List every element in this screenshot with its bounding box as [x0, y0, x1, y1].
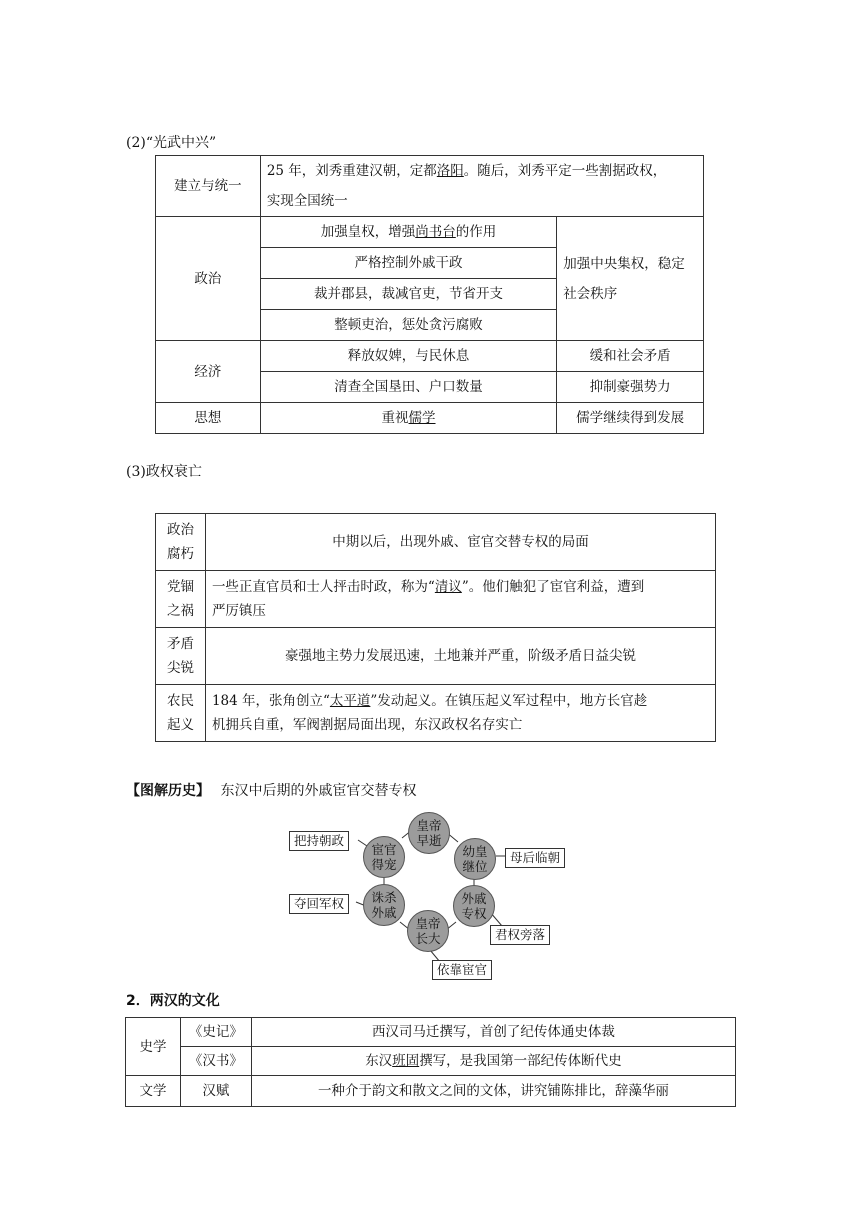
thought-measure: 重视儒学: [260, 403, 556, 434]
book-shiji: 《史记》: [180, 1018, 251, 1047]
label-empress-dowager: 母后临朝: [505, 848, 565, 868]
category-literature: 文学: [126, 1076, 181, 1107]
table-row: [126, 1076, 736, 1107]
table-row: [126, 1018, 736, 1047]
label-rely-eunuchs: 依靠宦官: [432, 960, 492, 980]
table-row: [156, 685, 716, 742]
row-label-thought: 思想: [156, 403, 261, 434]
table-row: [156, 571, 716, 628]
genre-desc: 一种介于韵文和散文之间的文体，讲究铺陈排比，辞藻华丽: [251, 1076, 735, 1107]
decline-table: [155, 513, 716, 742]
economy-result: 缓和社会矛盾: [557, 341, 704, 372]
politics-measure: 整顿吏治，惩处贪污腐败: [260, 310, 556, 341]
table-row: [156, 628, 716, 685]
node-emperor-grown: 皇帝 长大: [407, 910, 449, 952]
establish-text: 25 年，刘秀重建汉朝，定都洛阳。随后，刘秀平定一些割据政权， 实现全国统一: [260, 156, 703, 217]
book-hanshu: 《汉书》: [180, 1047, 251, 1076]
row-label: 农民 起义: [156, 685, 206, 742]
politics-measure: 裁并郡县，裁减官吏，节省开支: [260, 279, 556, 310]
category-history: 史学: [126, 1018, 181, 1076]
section-heading-guangwu: (2)“光武中兴”: [126, 135, 217, 151]
table-row: [156, 156, 704, 217]
node-emperor-early-death: 皇帝 早逝: [408, 812, 450, 854]
row-label: 党锢 之祸: [156, 571, 206, 628]
label-control-court: 把持朝政: [289, 831, 349, 851]
economy-measure: 释放奴婢，与民休息: [260, 341, 556, 372]
node-eunuch-favored: 宦官 得宠: [363, 836, 405, 878]
row-label: 政治 腐朽: [156, 514, 206, 571]
economy-result: 抑制豪强势力: [557, 372, 704, 403]
node-young-emperor: 幼皇 继位: [454, 838, 496, 880]
row-text: 184 年，张角创立“太平道”发动起义。在镇压起义军过程中，地方长官趁 机拥兵自重，军阀割据局面出现，东汉政权名存实亡: [205, 685, 715, 742]
row-text: 中期以后，出现外戚、宦官交替专权的局面: [205, 514, 715, 571]
node-consort-clan-power: 外戚 专权: [453, 885, 495, 927]
row-text: 一些正直官员和士人抨击时政，称为“清议”。他们触犯了宦官利益，遭到 严厉镇压: [205, 571, 715, 628]
table-row: [156, 403, 704, 434]
label-retake-military: 夺回军权: [289, 894, 349, 914]
row-label-economy: 经济: [156, 341, 261, 403]
book-desc: 西汉司马迁撰写，首创了纪传体通史体裁: [251, 1018, 735, 1047]
table-row: [156, 217, 704, 248]
row-label-politics: 政治: [156, 217, 261, 341]
diagram-heading: [126, 780, 416, 800]
node-kill-consort-clan: 诛杀 外戚: [363, 884, 405, 926]
guangwu-table: [155, 155, 704, 434]
thought-result: 儒学继续得到发展: [557, 403, 704, 434]
culture-table: [125, 1017, 736, 1107]
diagram-title: 东汉中后期的外戚宦官交替专权: [220, 783, 417, 799]
politics-measure: 加强皇权，增强尚书台的作用: [260, 217, 556, 248]
economy-measure: 清查全国垦田、户口数量: [260, 372, 556, 403]
section-heading-decline: (3)政权衰亡: [126, 464, 202, 480]
book-desc: 东汉班固撰写，是我国第一部纪传体断代史: [251, 1047, 735, 1076]
row-label-establish: 建立与统一: [156, 156, 261, 217]
table-row: [156, 514, 716, 571]
section-heading-culture: 2．两汉的文化: [126, 993, 220, 1009]
table-row: [156, 341, 704, 372]
row-text: 豪强地主势力发展迅速，土地兼并严重，阶级矛盾日益尖锐: [205, 628, 715, 685]
politics-result: 加强中央集权，稳定 社会秩序: [557, 217, 704, 341]
diagram-tag: 【图解历史】: [126, 783, 210, 799]
label-power-lost: 君权旁落: [490, 925, 550, 945]
genre-hanfu: 汉赋: [180, 1076, 251, 1107]
politics-measure: 严格控制外戚干政: [260, 248, 556, 279]
row-label: 矛盾 尖锐: [156, 628, 206, 685]
table-row: [126, 1047, 736, 1076]
